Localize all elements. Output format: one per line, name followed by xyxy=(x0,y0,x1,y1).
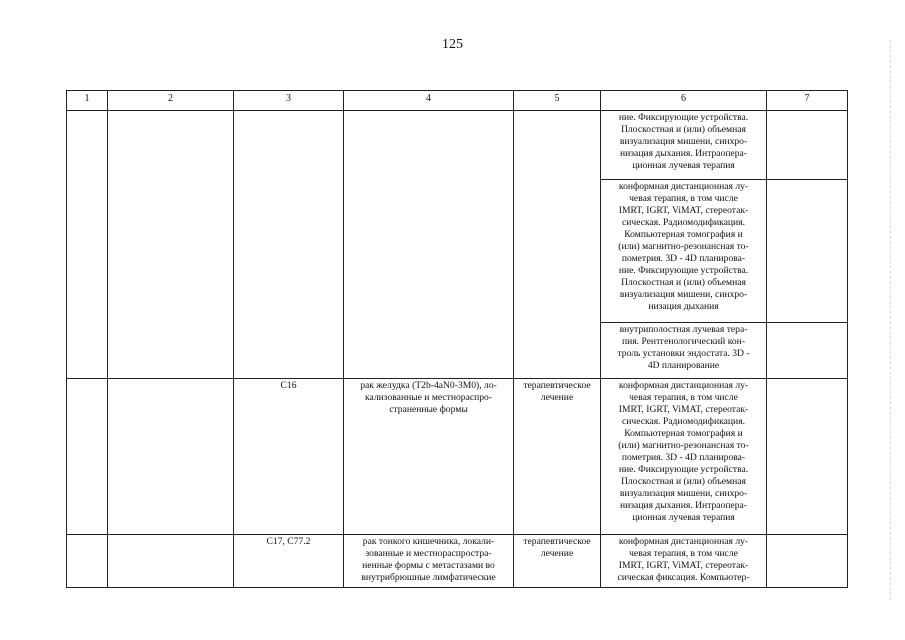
text-line: низация дыхания. Интраопера- xyxy=(620,500,747,511)
cell-col-1 xyxy=(67,379,108,535)
cell-col-2 xyxy=(108,535,234,588)
text-line: терапевтическое xyxy=(523,380,591,391)
text-line: пометрия. 3D - 4D планирова- xyxy=(621,452,746,463)
cell-col-1 xyxy=(67,111,108,379)
text-line: зованные и местнораспростра- xyxy=(365,548,492,559)
text-line: рак желудка (T2b-4aN0-3M0), ло- xyxy=(360,380,497,391)
header-row xyxy=(67,91,848,111)
col-header-6: 6 xyxy=(601,91,767,111)
cell-diagnosis xyxy=(344,379,514,535)
treatment-table xyxy=(66,90,848,588)
text-line: ние. Фиксирующие устройства. xyxy=(618,265,749,276)
text-line: конформная дистанционная лу- xyxy=(618,380,749,391)
col-header-1: 1 xyxy=(67,91,108,111)
cell-method xyxy=(601,323,767,379)
text-line: ние. Фиксирующие устройства. xyxy=(618,464,749,475)
text-line: чевая терапия, в том числе xyxy=(629,548,738,559)
cell-method xyxy=(601,180,767,323)
text-line: ненные формы с метастазами во xyxy=(362,560,495,571)
cell-col-7 xyxy=(767,180,848,323)
cell-method xyxy=(601,111,767,180)
text-line: пия. Рентгенологический кон- xyxy=(621,336,745,347)
table-row xyxy=(67,535,848,588)
treatment-table-wrapper xyxy=(66,90,847,588)
cell-col-5 xyxy=(514,111,601,379)
col-header-5: 5 xyxy=(514,91,601,111)
scan-edge-mark xyxy=(889,40,891,600)
text-line: 4D планирование xyxy=(647,360,720,371)
col-header-3: 3 xyxy=(234,91,344,111)
text-line: (или) магнитно-резонансная то- xyxy=(618,440,749,451)
col-header-2: 2 xyxy=(108,91,234,111)
text-line: рак тонкого кишечника, локали- xyxy=(362,536,495,547)
table-row xyxy=(67,111,848,180)
cell-method xyxy=(601,535,767,588)
text-line: сическая фиксация. Компьютер- xyxy=(617,572,750,583)
cell-col-7 xyxy=(767,379,848,535)
cell-treatment-type xyxy=(514,379,601,535)
cell-method xyxy=(601,379,767,535)
text-line: Плоскостная и (или) объемная xyxy=(621,277,746,288)
text-line: низация дыхания xyxy=(648,301,719,312)
cell-col-7 xyxy=(767,535,848,588)
text-line: ционная лучевая терапия xyxy=(632,512,735,523)
text-line: кализованные и местнораспро- xyxy=(364,392,493,403)
text-line: лечение xyxy=(540,548,574,559)
text-line: лечение xyxy=(540,392,574,403)
page-number: 125 xyxy=(442,37,463,52)
text-line: (или) магнитно-резонансная то- xyxy=(618,241,749,252)
text-line: IMRT, IGRT, ViMAT, стереотак- xyxy=(618,205,749,216)
cell-col-1 xyxy=(67,535,108,588)
text-line: сическая. Радиомодификация. xyxy=(622,416,745,427)
text-line: низация дыхания. Интраопера- xyxy=(620,148,747,159)
text-line: чевая терапия, в том числе xyxy=(629,392,738,403)
text-line: визуализация мишени, синхро- xyxy=(619,136,748,147)
text-line: страненные формы xyxy=(389,404,468,415)
text-line: визуализация мишени, синхро- xyxy=(619,289,748,300)
cell-col-2 xyxy=(108,111,234,379)
cell-col-3 xyxy=(234,111,344,379)
text-line: внутриполостная лучевая тера- xyxy=(619,324,748,335)
text-line: сическая. Радиомодификация. xyxy=(622,217,745,228)
text-line: троль установки эндостата. 3D - xyxy=(617,348,750,359)
cell-icd-code: C16 xyxy=(234,379,344,535)
text-line: ционная лучевая терапия xyxy=(632,160,735,171)
text-line: Плоскостная и (или) объемная xyxy=(621,476,746,487)
col-header-4: 4 xyxy=(344,91,514,111)
cell-col-2 xyxy=(108,379,234,535)
text-line: конформная дистанционная лу- xyxy=(618,536,749,547)
text-line: терапевтическое xyxy=(523,536,591,547)
cell-diagnosis xyxy=(344,535,514,588)
text-line: внутрибрюшные лимфатические xyxy=(361,572,496,583)
text-line: Плоскостная и (или) объемная xyxy=(621,124,746,135)
cell-col-7 xyxy=(767,111,848,180)
cell-col-4 xyxy=(344,111,514,379)
text-line: чевая терапия, в том числе xyxy=(629,193,738,204)
cell-col-7 xyxy=(767,323,848,379)
text-line: конформная дистанционная лу- xyxy=(618,181,749,192)
text-line: Компьютерная томография и xyxy=(624,428,743,439)
table-row xyxy=(67,379,848,535)
text-line: пометрия. 3D - 4D планирова- xyxy=(621,253,746,264)
text-line: ние. Фиксирующие устройства. xyxy=(618,112,749,123)
text-line: IMRT, IGRT, ViMAT, стереотак- xyxy=(618,404,749,415)
text-line: IMRT, IGRT, ViMAT, стереотак- xyxy=(618,560,749,571)
cell-icd-code: C17, C77.2 xyxy=(234,535,344,588)
col-header-7: 7 xyxy=(767,91,848,111)
text-line: визуализация мишени, синхро- xyxy=(619,488,748,499)
text-line: Компьютерная томография и xyxy=(624,229,743,240)
cell-treatment-type xyxy=(514,535,601,588)
